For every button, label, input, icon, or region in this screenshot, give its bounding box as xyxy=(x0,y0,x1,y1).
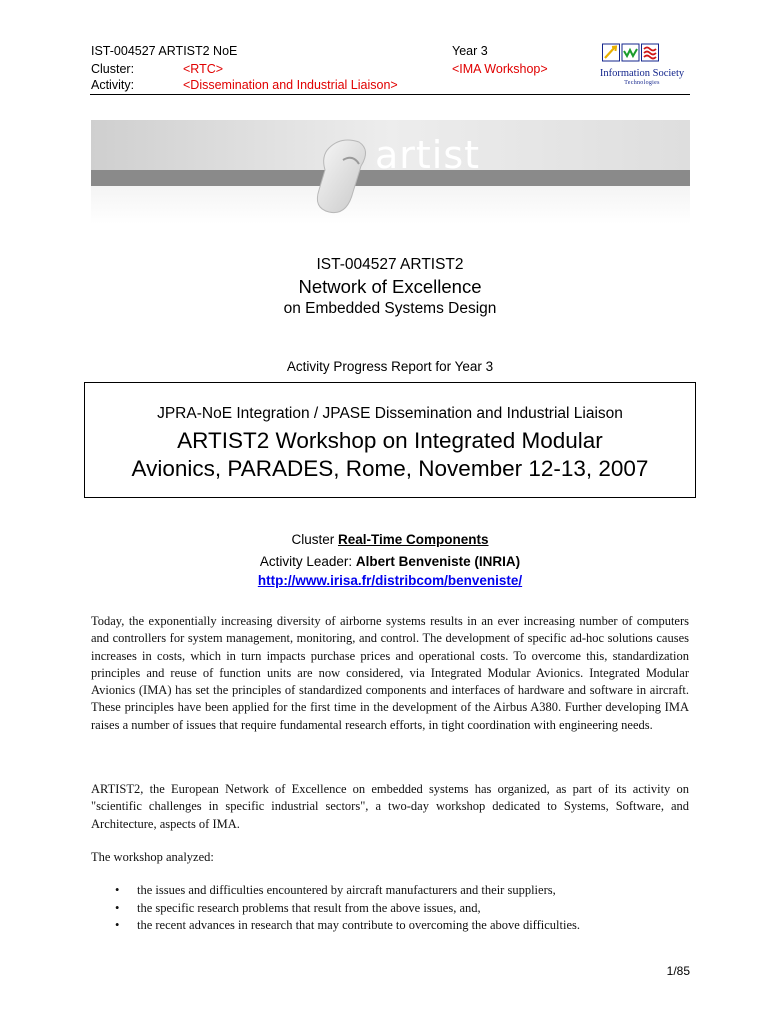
activity-leader-line xyxy=(80,553,700,570)
cluster-prefix: Cluster xyxy=(291,532,338,547)
title-line1: IST-004527 ARTIST2 xyxy=(316,256,464,273)
logo-title: Information Society xyxy=(599,68,685,79)
workshop-subtitle: JPRA-NoE Integration / JPASE Dissemination and Industrial Liaison xyxy=(157,405,623,422)
bullet-icon: • xyxy=(115,918,120,932)
header-divider xyxy=(90,94,690,95)
banner-logo-word: artist xyxy=(375,133,481,177)
bullet-text: the recent advances in research that may contribute to overcoming the above difficulties. xyxy=(137,918,580,932)
artist2-paragraph: ARTIST2, the European Network of Excellence on embedded systems has organized, as part of its activity on "scientific challenges in specific industrial sectors", a two-day workshop dedicated to Systems, Software, and Architecture, aspects of IMA. xyxy=(91,782,689,831)
workshop-title-box xyxy=(84,382,696,498)
intro-paragraph: Today, the exponentially increasing diversity of airborne systems results in an ever increasing number of computers and controllers for system management, monitoring, and control. The development of specific ad-hoc solutions causes increases in costs, which in turn impacts purchase prices and operational costs. To overcome this, standardization principles and reuse of function units are now considered, via Integrated Modular Avionics. Integrated Modular Avionics (IMA) has set the principles of standardized components and interfaces of hardware and software in aircraft. These principles have been applied for the first time in the development of the Airbus A380. Further developing IMA raises a number of issues that require fundamental research efforts, in tight coordination with engineering needs. xyxy=(91,614,689,732)
ist-logo-icon xyxy=(602,42,660,68)
report-title: Activity Progress Report for Year 3 xyxy=(286,359,494,374)
header-year: Year 3 xyxy=(452,44,488,58)
list-item xyxy=(91,917,691,935)
header-activity-value: <Dissemination and Industrial Liaison> xyxy=(183,78,398,92)
list-item xyxy=(91,882,691,900)
bullet-text: the specific research problems that result from the above issues, and, xyxy=(137,900,481,915)
information-society-logo xyxy=(592,38,702,92)
header-workshop-value: <IMA Workshop> xyxy=(452,62,548,76)
header-activity-label: Activity: xyxy=(91,78,135,92)
header-cluster-value: <RTC> xyxy=(183,62,224,76)
bullet-text: the issues and difficulties encountered by aircraft manufacturers and their suppliers, xyxy=(137,883,556,897)
analysis-bullet-list xyxy=(91,882,691,935)
title-line3: on Embedded Systems Design xyxy=(283,300,497,317)
cluster-line xyxy=(80,531,700,548)
leader-prefix: Activity Leader: xyxy=(259,554,356,569)
workshop-analyzed-paragraph: The workshop analyzed: xyxy=(91,850,214,864)
leader-url-link[interactable]: http://www.irisa.fr/distribcom/benveniste/ xyxy=(257,573,523,588)
bullet-icon: • xyxy=(115,900,120,915)
header-project: IST-004527 ARTIST2 NoE xyxy=(91,44,238,58)
bullet-icon: • xyxy=(115,883,120,897)
header-cluster-label: Cluster: xyxy=(91,62,135,76)
artist-banner xyxy=(91,120,690,224)
leader-name: Albert Benveniste (INRIA) xyxy=(355,554,521,569)
workshop-title-line2: Avionics, PARADES, Rome, November 12-13, 2007 xyxy=(131,456,649,481)
page-number: 1/85 xyxy=(666,964,690,978)
logo-subtitle: Technologies xyxy=(624,80,660,86)
workshop-title-line1: ARTIST2 Workshop on Integrated Modular xyxy=(177,428,603,453)
title-line2: Network of Excellence xyxy=(298,276,482,297)
list-item xyxy=(91,900,691,918)
leader-url-line xyxy=(80,572,700,589)
cluster-name: Real-Time Components xyxy=(337,532,489,547)
